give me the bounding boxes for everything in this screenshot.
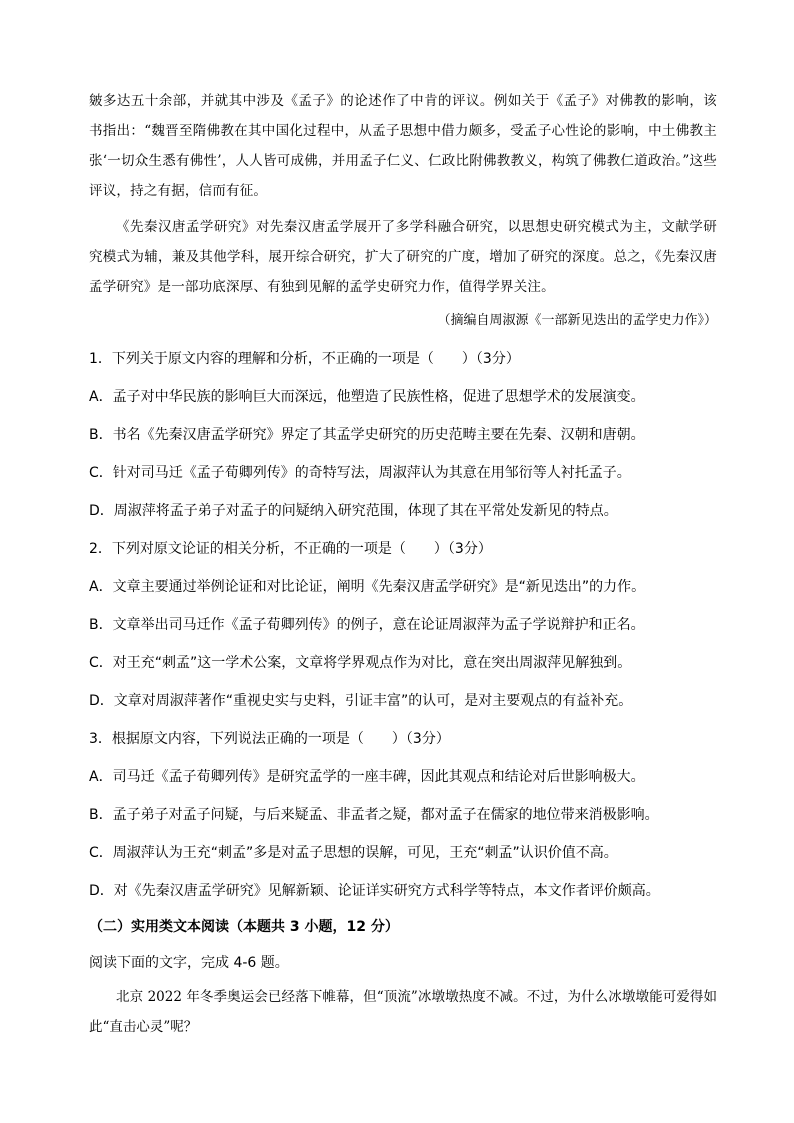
document-page: [89, 86, 717, 1042]
question-3-stem: 3．根据原文内容，下列说法正确的一项是（ ）（3分）: [89, 731, 450, 747]
question-1: [89, 348, 717, 522]
question-3-option-d: D．对《先秦汉唐孟学研究》见解新颖、论证详实研究方式科学等特点，本文作者评价颇高。: [89, 883, 660, 899]
passage-paragraph-1: 皴多达五十余部，并就其中涉及《孟子》的论述作了中肯的评议。例如关于《孟子》对佛教的影响，该书指出：“魏晋至隋佛教在其中国化过程中，从孟子思想中借力颇多，受孟子心性论的影响，中土佛教主张‘一切众生悉有佛性’，人人皆可成佛，并用孟子仁义、仁政比附佛教教义，构筑了佛教仁道政治。”这些评议，持之有据，信而有征。: [89, 93, 717, 199]
question-2-option-a: A．文章主要通过举例论证和对比论证，阐明《先秦汉唐孟学研究》是“新见迭出”的力作。: [89, 579, 646, 595]
question-1-option-c: C．针对司马迁《孟子荀卿列传》的奇特写法，周淑萍认为其意在用邹衍等人衬托孟子。: [89, 465, 631, 481]
question-2-option-b: B．文章举出司马迁作《孟子荀卿列传》的例子，意在论证周淑萍为孟子学说辩护和正名。: [89, 617, 645, 633]
question-2: [89, 538, 717, 712]
question-3-option-b: B．孟子弟子对孟子问疑，与后来疑孟、非孟者之疑，都对孟子在儒家的地位带来消极影响。: [89, 807, 659, 823]
section-heading: （二）实用类文本阅读（本题共 3 小题，12 分）: [89, 919, 399, 935]
question-1-option-d: D．周淑萍将孟子弟子对孟子的问疑纳入研究范围，体现了其在平常处发新见的特点。: [89, 503, 618, 519]
section-instruction: 阅读下面的文字，完成 4-6 题。: [89, 955, 289, 971]
section-passage: 北京 2022 年冬季奥运会已经落下帷幕，但“顶流”冰墩墩热度不减。不过，为什么冰墩墩能可爱得如此“直击心灵”呢？: [89, 989, 717, 1035]
question-3-option-a: A．司马迁《孟子荀卿列传》是研究孟学的一座丰碑，因此其观点和结论对后世影响极大。: [89, 769, 645, 785]
question-1-option-a: A．孟子对中华民族的影响巨大而深远，他塑造了民族性格，促进了思想学术的发展演变。: [89, 389, 645, 405]
question-2-option-c: C．对王充“刺孟”这一学术公案，文章将学界观点作为对比，意在突出周淑萍见解独到。: [89, 655, 632, 671]
question-1-stem: 1．下列关于原文内容的理解和分析，不正确的一项是（ ）（3分）: [89, 351, 520, 367]
question-2-stem: 2．下列对原文论证的相关分析，不正确的一项是（ ）（3分）: [89, 541, 492, 557]
passage-paragraph-2: 《先秦汉唐孟学研究》对先秦汉唐孟学展开了多学科融合研究，以思想史研究模式为主，文献学研究模式为辅，兼及其他学科，展开综合研究，扩大了研究的广度，增加了研究的深度。总之，《先秦汉唐孟学研究》是一部功底深厚、有独到见解的孟学史研究力作，值得学界关注。: [89, 219, 717, 295]
question-2-option-d: D．文章对周淑萍著作“重视史实与史料，引证丰富”的认可，是对主要观点的有益补充。: [89, 693, 633, 709]
question-1-option-b: B．书名《先秦汉唐孟学研究》界定了其孟学史研究的历史范畴主要在先秦、汉朝和唐朝。: [89, 427, 645, 443]
passage-source: （摘编自周淑源《一部新见迭出的孟学史力作》）: [437, 313, 717, 328]
question-3-option-c: C．周淑萍认为王充“刺孟”多是对孟子思想的误解，可见，王充“刺孟”认识价值不高。: [89, 845, 618, 861]
question-3: [89, 728, 717, 902]
